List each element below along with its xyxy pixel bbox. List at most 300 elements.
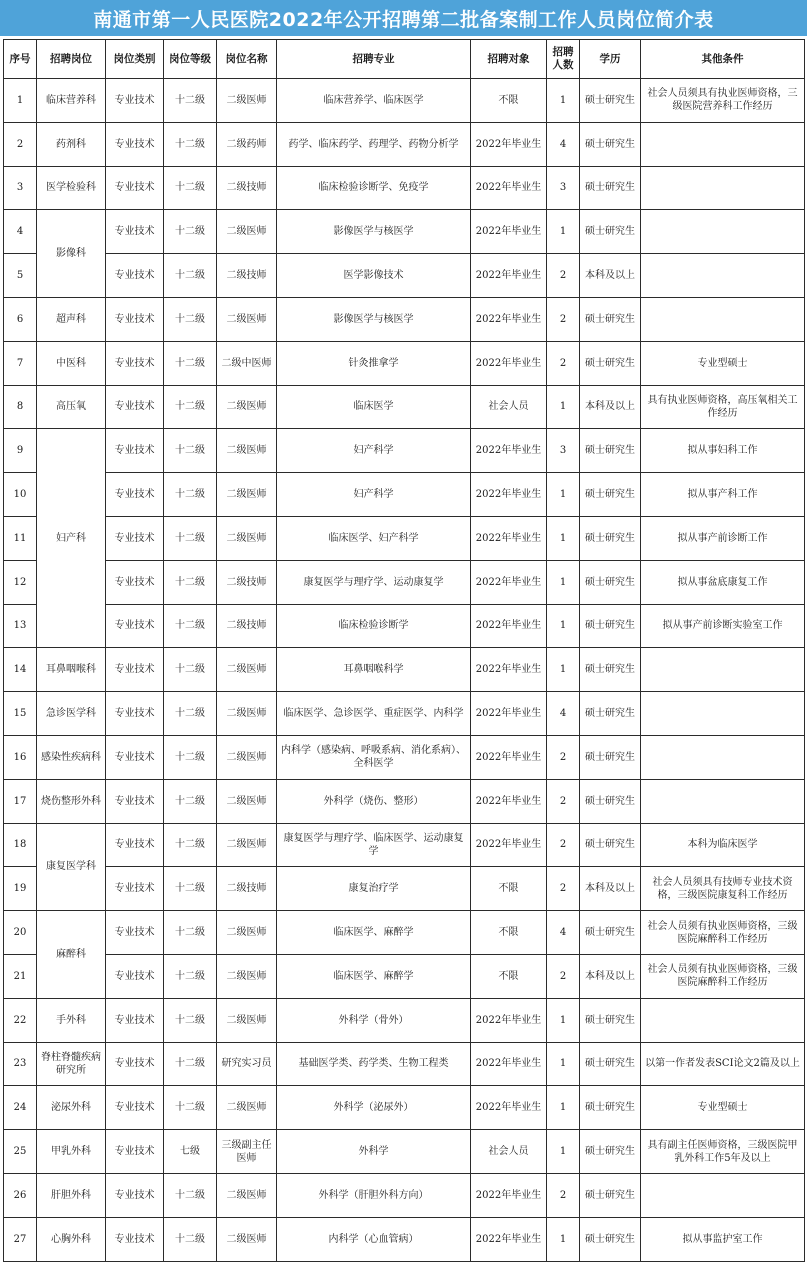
cell-major: 外科学（烧伤、整形） xyxy=(277,779,471,823)
cell-dept: 中医科 xyxy=(37,341,106,385)
cell-count: 3 xyxy=(547,429,580,473)
cell-count: 3 xyxy=(547,166,580,210)
header-level: 岗位等级 xyxy=(164,40,217,79)
cell-count: 1 xyxy=(547,1042,580,1086)
cell-level: 十二级 xyxy=(164,1217,217,1261)
table-body xyxy=(4,79,805,1262)
cell-count: 2 xyxy=(547,954,580,998)
cell-count: 1 xyxy=(547,604,580,648)
cell-target: 2022年毕业生 xyxy=(471,1173,547,1217)
cell-cond: 专业型硕士 xyxy=(641,1086,805,1130)
table-row xyxy=(4,473,805,517)
cell-level: 十二级 xyxy=(164,166,217,210)
cell-cond xyxy=(641,254,805,298)
cell-dept: 麻醉科 xyxy=(37,911,106,999)
table-row xyxy=(4,122,805,166)
cell-edu: 硕士研究生 xyxy=(580,1086,641,1130)
cell-cond: 具有副主任医师资格，三级医院甲乳外科工作5年及以上 xyxy=(641,1130,805,1174)
cell-major: 妇产科学 xyxy=(277,429,471,473)
cell-major: 临床医学、麻醉学 xyxy=(277,954,471,998)
cell-dept: 医学检验科 xyxy=(37,166,106,210)
cell-target: 社会人员 xyxy=(471,1130,547,1174)
cell-no: 8 xyxy=(4,385,37,429)
cell-cond: 拟从事监护室工作 xyxy=(641,1217,805,1261)
cell-target: 不限 xyxy=(471,911,547,955)
cell-target: 2022年毕业生 xyxy=(471,735,547,779)
cell-cond xyxy=(641,998,805,1042)
cell-dept: 药剂科 xyxy=(37,122,106,166)
cell-cond: 拟从事盆底康复工作 xyxy=(641,560,805,604)
cell-cond xyxy=(641,210,805,254)
cell-no: 22 xyxy=(4,998,37,1042)
cell-type: 专业技术 xyxy=(106,254,164,298)
cell-no: 10 xyxy=(4,473,37,517)
cell-target: 2022年毕业生 xyxy=(471,779,547,823)
cell-name: 二级技师 xyxy=(217,254,277,298)
table-row xyxy=(4,254,805,298)
cell-major: 临床医学、急诊医学、重症医学、内科学 xyxy=(277,692,471,736)
cell-level: 十二级 xyxy=(164,867,217,911)
cell-name: 二级医师 xyxy=(217,1217,277,1261)
cell-edu: 硕士研究生 xyxy=(580,1042,641,1086)
cell-cond: 社会人员须有执业医师资格，三级医院麻醉科工作经历 xyxy=(641,911,805,955)
cell-edu: 硕士研究生 xyxy=(580,735,641,779)
cell-cond xyxy=(641,648,805,692)
cell-name: 二级医师 xyxy=(217,473,277,517)
cell-name: 二级医师 xyxy=(217,385,277,429)
cell-cond: 社会人员须具有执业医师资格，三级医院营养科工作经历 xyxy=(641,79,805,123)
cell-count: 4 xyxy=(547,911,580,955)
cell-edu: 硕士研究生 xyxy=(580,210,641,254)
cell-major: 外科学 xyxy=(277,1130,471,1174)
cell-type: 专业技术 xyxy=(106,473,164,517)
cell-count: 1 xyxy=(547,1217,580,1261)
cell-name: 二级医师 xyxy=(217,429,277,473)
cell-no: 13 xyxy=(4,604,37,648)
cell-major: 康复医学与理疗学、临床医学、运动康复学 xyxy=(277,823,471,867)
cell-major: 药学、临床药学、药理学、药物分析学 xyxy=(277,122,471,166)
cell-cond: 拟从事妇科工作 xyxy=(641,429,805,473)
cell-no: 19 xyxy=(4,867,37,911)
header-cond: 其他条件 xyxy=(641,40,805,79)
cell-type: 专业技术 xyxy=(106,1130,164,1174)
cell-type: 专业技术 xyxy=(106,385,164,429)
cell-no: 14 xyxy=(4,648,37,692)
cell-dept: 耳鼻咽喉科 xyxy=(37,648,106,692)
cell-name: 二级医师 xyxy=(217,954,277,998)
cell-no: 4 xyxy=(4,210,37,254)
cell-no: 24 xyxy=(4,1086,37,1130)
cell-count: 2 xyxy=(547,823,580,867)
cell-dept: 心胸外科 xyxy=(37,1217,106,1261)
cell-level: 十二级 xyxy=(164,1042,217,1086)
cell-cond xyxy=(641,166,805,210)
cell-target: 2022年毕业生 xyxy=(471,473,547,517)
cell-count: 4 xyxy=(547,692,580,736)
cell-edu: 硕士研究生 xyxy=(580,998,641,1042)
cell-major: 外科学（肝胆外科方向） xyxy=(277,1173,471,1217)
table-row xyxy=(4,692,805,736)
cell-cond: 具有执业医师资格，高压氧相关工作经历 xyxy=(641,385,805,429)
cell-no: 20 xyxy=(4,911,37,955)
cell-type: 专业技术 xyxy=(106,648,164,692)
cell-cond: 社会人员须具有技师专业技术资格，三级医院康复科工作经历 xyxy=(641,867,805,911)
cell-major: 针灸推拿学 xyxy=(277,341,471,385)
cell-major: 医学影像技术 xyxy=(277,254,471,298)
table-row xyxy=(4,735,805,779)
cell-target: 不限 xyxy=(471,867,547,911)
cell-type: 专业技术 xyxy=(106,911,164,955)
cell-edu: 硕士研究生 xyxy=(580,122,641,166)
cell-name: 二级医师 xyxy=(217,823,277,867)
table-header-row xyxy=(4,40,805,79)
cell-count: 1 xyxy=(547,79,580,123)
cell-type: 专业技术 xyxy=(106,779,164,823)
cell-level: 十二级 xyxy=(164,692,217,736)
cell-name: 二级药师 xyxy=(217,122,277,166)
cell-dept: 影像科 xyxy=(37,210,106,298)
cell-no: 6 xyxy=(4,297,37,341)
cell-count: 2 xyxy=(547,254,580,298)
cell-dept: 妇产科 xyxy=(37,429,106,648)
cell-no: 3 xyxy=(4,166,37,210)
cell-major: 耳鼻咽喉科学 xyxy=(277,648,471,692)
cell-target: 2022年毕业生 xyxy=(471,998,547,1042)
cell-type: 专业技术 xyxy=(106,122,164,166)
cell-type: 专业技术 xyxy=(106,560,164,604)
cell-level: 十二级 xyxy=(164,254,217,298)
table-row xyxy=(4,604,805,648)
table-row xyxy=(4,1173,805,1217)
cell-target: 2022年毕业生 xyxy=(471,823,547,867)
cell-name: 研究实习员 xyxy=(217,1042,277,1086)
cell-type: 专业技术 xyxy=(106,297,164,341)
cell-count: 1 xyxy=(547,648,580,692)
cell-type: 专业技术 xyxy=(106,1042,164,1086)
cell-major: 妇产科学 xyxy=(277,473,471,517)
cell-major: 临床检验诊断学、免疫学 xyxy=(277,166,471,210)
cell-level: 十二级 xyxy=(164,516,217,560)
cell-level: 十二级 xyxy=(164,341,217,385)
cell-target: 2022年毕业生 xyxy=(471,254,547,298)
cell-name: 二级医师 xyxy=(217,998,277,1042)
cell-level: 十二级 xyxy=(164,1173,217,1217)
header-type: 岗位类别 xyxy=(106,40,164,79)
cell-cond: 拟从事产前诊断工作 xyxy=(641,516,805,560)
cell-dept: 肝胆外科 xyxy=(37,1173,106,1217)
table-row xyxy=(4,911,805,955)
cell-major: 临床营养学、临床医学 xyxy=(277,79,471,123)
cell-type: 专业技术 xyxy=(106,998,164,1042)
cell-count: 2 xyxy=(547,779,580,823)
cell-count: 1 xyxy=(547,473,580,517)
cell-cond xyxy=(641,692,805,736)
positions-table xyxy=(3,39,805,1262)
cell-level: 十二级 xyxy=(164,122,217,166)
cell-count: 1 xyxy=(547,516,580,560)
table-row xyxy=(4,79,805,123)
cell-dept: 康复医学科 xyxy=(37,823,106,911)
cell-dept: 感染性疾病科 xyxy=(37,735,106,779)
table-row xyxy=(4,516,805,560)
cell-dept: 急诊医学科 xyxy=(37,692,106,736)
cell-target: 2022年毕业生 xyxy=(471,692,547,736)
cell-type: 专业技术 xyxy=(106,954,164,998)
cell-name: 二级医师 xyxy=(217,779,277,823)
cell-type: 专业技术 xyxy=(106,604,164,648)
table-row xyxy=(4,998,805,1042)
cell-edu: 硕士研究生 xyxy=(580,1217,641,1261)
cell-target: 2022年毕业生 xyxy=(471,297,547,341)
header-no: 序号 xyxy=(4,40,37,79)
cell-target: 2022年毕业生 xyxy=(471,1042,547,1086)
cell-edu: 硕士研究生 xyxy=(580,560,641,604)
cell-major: 康复医学与理疗学、运动康复学 xyxy=(277,560,471,604)
cell-level: 十二级 xyxy=(164,385,217,429)
cell-level: 十二级 xyxy=(164,911,217,955)
cell-target: 不限 xyxy=(471,79,547,123)
cell-edu: 硕士研究生 xyxy=(580,1130,641,1174)
cell-type: 专业技术 xyxy=(106,341,164,385)
table-row xyxy=(4,429,805,473)
cell-target: 不限 xyxy=(471,954,547,998)
cell-edu: 硕士研究生 xyxy=(580,1173,641,1217)
cell-type: 专业技术 xyxy=(106,823,164,867)
cell-count: 1 xyxy=(547,998,580,1042)
table-row xyxy=(4,867,805,911)
cell-count: 1 xyxy=(547,210,580,254)
cell-name: 二级技师 xyxy=(217,166,277,210)
cell-no: 16 xyxy=(4,735,37,779)
cell-cond xyxy=(641,297,805,341)
cell-dept: 手外科 xyxy=(37,998,106,1042)
cell-edu: 硕士研究生 xyxy=(580,297,641,341)
cell-level: 十二级 xyxy=(164,1086,217,1130)
cell-edu: 硕士研究生 xyxy=(580,823,641,867)
cell-edu: 本科及以上 xyxy=(580,867,641,911)
cell-dept: 泌尿外科 xyxy=(37,1086,106,1130)
cell-edu: 硕士研究生 xyxy=(580,166,641,210)
table-row xyxy=(4,648,805,692)
cell-dept: 烧伤整形外科 xyxy=(37,779,106,823)
table-row xyxy=(4,297,805,341)
header-count: 招聘人数 xyxy=(547,40,580,79)
cell-target: 2022年毕业生 xyxy=(471,560,547,604)
cell-target: 2022年毕业生 xyxy=(471,1086,547,1130)
cell-edu: 本科及以上 xyxy=(580,385,641,429)
cell-no: 2 xyxy=(4,122,37,166)
cell-name: 二级医师 xyxy=(217,648,277,692)
cell-no: 12 xyxy=(4,560,37,604)
cell-major: 影像医学与核医学 xyxy=(277,297,471,341)
cell-major: 外科学（泌尿外） xyxy=(277,1086,471,1130)
cell-no: 9 xyxy=(4,429,37,473)
header-name: 岗位名称 xyxy=(217,40,277,79)
cell-major: 临床医学、妇产科学 xyxy=(277,516,471,560)
cell-edu: 硕士研究生 xyxy=(580,429,641,473)
cell-dept: 甲乳外科 xyxy=(37,1130,106,1174)
cell-count: 1 xyxy=(547,560,580,604)
cell-level: 十二级 xyxy=(164,604,217,648)
cell-cond xyxy=(641,779,805,823)
cell-name: 二级技师 xyxy=(217,867,277,911)
cell-count: 1 xyxy=(547,1130,580,1174)
cell-target: 2022年毕业生 xyxy=(471,648,547,692)
cell-no: 17 xyxy=(4,779,37,823)
cell-type: 专业技术 xyxy=(106,516,164,560)
cell-major: 影像医学与核医学 xyxy=(277,210,471,254)
header-dept: 招聘岗位 xyxy=(37,40,106,79)
cell-type: 专业技术 xyxy=(106,1217,164,1261)
table-row xyxy=(4,560,805,604)
cell-name: 二级医师 xyxy=(217,911,277,955)
cell-no: 15 xyxy=(4,692,37,736)
header-target: 招聘对象 xyxy=(471,40,547,79)
cell-level: 十二级 xyxy=(164,779,217,823)
cell-target: 2022年毕业生 xyxy=(471,341,547,385)
cell-major: 康复治疗学 xyxy=(277,867,471,911)
cell-type: 专业技术 xyxy=(106,735,164,779)
cell-count: 1 xyxy=(547,1086,580,1130)
cell-edu: 硕士研究生 xyxy=(580,473,641,517)
cell-dept: 高压氧 xyxy=(37,385,106,429)
cell-name: 二级技师 xyxy=(217,604,277,648)
cell-cond xyxy=(641,735,805,779)
table-row xyxy=(4,1130,805,1174)
cell-type: 专业技术 xyxy=(106,79,164,123)
cell-cond: 社会人员须有执业医师资格，三级医院麻醉科工作经历 xyxy=(641,954,805,998)
cell-count: 4 xyxy=(547,122,580,166)
cell-level: 十二级 xyxy=(164,998,217,1042)
cell-target: 2022年毕业生 xyxy=(471,604,547,648)
cell-name: 二级中医师 xyxy=(217,341,277,385)
cell-count: 2 xyxy=(547,341,580,385)
header-edu: 学历 xyxy=(580,40,641,79)
cell-no: 11 xyxy=(4,516,37,560)
cell-target: 2022年毕业生 xyxy=(471,166,547,210)
cell-type: 专业技术 xyxy=(106,166,164,210)
cell-edu: 本科及以上 xyxy=(580,954,641,998)
cell-name: 二级医师 xyxy=(217,1173,277,1217)
cell-no: 7 xyxy=(4,341,37,385)
cell-level: 十二级 xyxy=(164,954,217,998)
cell-name: 二级医师 xyxy=(217,297,277,341)
cell-dept: 临床营养科 xyxy=(37,79,106,123)
cell-type: 专业技术 xyxy=(106,210,164,254)
cell-edu: 硕士研究生 xyxy=(580,341,641,385)
cell-target: 2022年毕业生 xyxy=(471,429,547,473)
cell-count: 2 xyxy=(547,297,580,341)
table-row xyxy=(4,779,805,823)
cell-name: 二级医师 xyxy=(217,735,277,779)
cell-cond: 专业型硕士 xyxy=(641,341,805,385)
table-row xyxy=(4,385,805,429)
cell-edu: 硕士研究生 xyxy=(580,516,641,560)
cell-no: 1 xyxy=(4,79,37,123)
table-row xyxy=(4,210,805,254)
cell-major: 临床医学 xyxy=(277,385,471,429)
cell-level: 十二级 xyxy=(164,79,217,123)
cell-name: 二级医师 xyxy=(217,79,277,123)
cell-count: 2 xyxy=(547,735,580,779)
cell-no: 5 xyxy=(4,254,37,298)
cell-major: 临床医学、麻醉学 xyxy=(277,911,471,955)
cell-level: 十二级 xyxy=(164,297,217,341)
cell-major: 外科学（骨外） xyxy=(277,998,471,1042)
cell-count: 2 xyxy=(547,867,580,911)
cell-edu: 硕士研究生 xyxy=(580,648,641,692)
cell-cond: 以第一作者发表SCI论文2篇及以上 xyxy=(641,1042,805,1086)
table-row xyxy=(4,1042,805,1086)
cell-type: 专业技术 xyxy=(106,1086,164,1130)
cell-major: 临床检验诊断学 xyxy=(277,604,471,648)
cell-target: 2022年毕业生 xyxy=(471,210,547,254)
cell-no: 23 xyxy=(4,1042,37,1086)
cell-cond: 拟从事产前诊断实验室工作 xyxy=(641,604,805,648)
cell-edu: 硕士研究生 xyxy=(580,79,641,123)
header-major: 招聘专业 xyxy=(277,40,471,79)
table-row xyxy=(4,954,805,998)
cell-cond xyxy=(641,122,805,166)
cell-cond: 本科为临床医学 xyxy=(641,823,805,867)
cell-level: 十二级 xyxy=(164,210,217,254)
cell-level: 十二级 xyxy=(164,648,217,692)
cell-target: 社会人员 xyxy=(471,385,547,429)
cell-no: 27 xyxy=(4,1217,37,1261)
cell-type: 专业技术 xyxy=(106,1173,164,1217)
table-row xyxy=(4,166,805,210)
cell-major: 内科学（心血管病） xyxy=(277,1217,471,1261)
cell-edu: 硕士研究生 xyxy=(580,692,641,736)
cell-count: 2 xyxy=(547,1173,580,1217)
cell-cond xyxy=(641,1173,805,1217)
cell-level: 十二级 xyxy=(164,735,217,779)
cell-level: 十二级 xyxy=(164,560,217,604)
cell-dept: 脊柱脊髓疾病研究所 xyxy=(37,1042,106,1086)
cell-name: 二级医师 xyxy=(217,692,277,736)
cell-edu: 硕士研究生 xyxy=(580,604,641,648)
cell-type: 专业技术 xyxy=(106,692,164,736)
cell-dept: 超声科 xyxy=(37,297,106,341)
table-row xyxy=(4,341,805,385)
cell-major: 基础医学类、药学类、生物工程类 xyxy=(277,1042,471,1086)
cell-edu: 本科及以上 xyxy=(580,254,641,298)
cell-type: 专业技术 xyxy=(106,867,164,911)
cell-target: 2022年毕业生 xyxy=(471,516,547,560)
cell-level: 十二级 xyxy=(164,429,217,473)
cell-no: 25 xyxy=(4,1130,37,1174)
cell-no: 18 xyxy=(4,823,37,867)
cell-target: 2022年毕业生 xyxy=(471,122,547,166)
cell-name: 三级副主任医师 xyxy=(217,1130,277,1174)
table-row xyxy=(4,823,805,867)
cell-count: 1 xyxy=(547,385,580,429)
cell-cond: 拟从事产科工作 xyxy=(641,473,805,517)
cell-edu: 硕士研究生 xyxy=(580,911,641,955)
cell-level: 十二级 xyxy=(164,473,217,517)
table-row xyxy=(4,1086,805,1130)
cell-level: 十二级 xyxy=(164,823,217,867)
cell-name: 二级医师 xyxy=(217,210,277,254)
cell-level: 七级 xyxy=(164,1130,217,1174)
cell-name: 二级技师 xyxy=(217,560,277,604)
cell-target: 2022年毕业生 xyxy=(471,1217,547,1261)
cell-name: 二级医师 xyxy=(217,516,277,560)
cell-major: 内科学（感染病、呼吸系病、消化系病）、全科医学 xyxy=(277,735,471,779)
cell-edu: 硕士研究生 xyxy=(580,779,641,823)
cell-no: 26 xyxy=(4,1173,37,1217)
cell-name: 二级医师 xyxy=(217,1086,277,1130)
